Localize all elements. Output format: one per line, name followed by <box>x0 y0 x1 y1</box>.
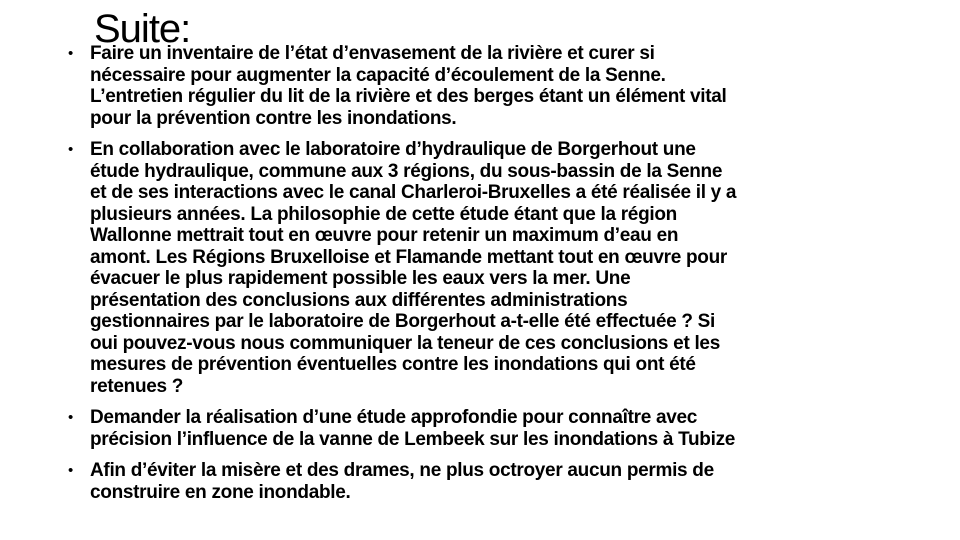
bullet-list <box>68 43 928 513</box>
bullet-marker: • <box>68 141 74 158</box>
bullet-text <box>90 407 735 450</box>
bullet-text <box>90 460 714 503</box>
bullet-text-line: amont. Les Régions Bruxelloise et Flamande mettant tout en œuvre pour <box>90 246 728 268</box>
bullet-text-line: pour la prévention contre les inondations. <box>90 107 457 129</box>
bullet-text-line: précision l’influence de la vanne de Lembeek sur les inondations à Tubize <box>90 428 736 450</box>
bullet-text-line: mesures de prévention éventuelles contre les inondations qui ont été <box>90 354 696 375</box>
bullet-item <box>68 460 928 503</box>
bullet-item <box>68 407 928 450</box>
bullet-text-line: Faire un inventaire de l’état d’envasement de la rivière et curer si <box>90 43 655 64</box>
bullet-text-line: Demander la réalisation d’une étude approfondie pour connaître avec <box>90 407 698 428</box>
bullet-text <box>90 43 727 129</box>
bullet-text-line: Afin d’éviter la misère et des drames, ne plus octroyer aucun permis de <box>90 460 714 481</box>
bullet-text-line: En collaboration avec le laboratoire d’hydraulique de Borgerhout une <box>90 139 696 160</box>
bullet-text-line: plusieurs années. La philosophie de cette étude étant que la région <box>90 203 677 225</box>
bullet-item <box>68 43 928 129</box>
bullet-marker: • <box>68 462 74 479</box>
bullet-marker: • <box>68 45 74 62</box>
bullet-text-line: évacuer le plus rapidement possible les eaux vers la mer. Une <box>90 268 631 289</box>
bullet-text-line: L’entretien régulier du lit de la rivière et des berges étant un élément vital <box>90 86 727 107</box>
slide-title: Suite: <box>94 7 191 51</box>
bullet-text-line: retenues ? <box>90 375 184 397</box>
bullet-text-line: Wallonne mettrait tout en œuvre pour retenir un maximum d’eau en <box>90 225 679 246</box>
bullet-text-line: et de ses interactions avec le canal Charleroi-Bruxelles a été réalisée il y a <box>90 182 737 203</box>
bullet-text-line: oui pouvez-vous nous communiquer la teneur de ces conclusions et les <box>90 332 720 354</box>
bullet-text <box>90 139 736 397</box>
bullet-text-line: nécessaire pour augmenter la capacité d’écoulement de la Senne. <box>90 64 666 86</box>
bullet-marker: • <box>68 409 74 426</box>
bullet-text-line: étude hydraulique, commune aux 3 régions, du sous-bassin de la Senne <box>90 160 723 182</box>
bullet-text-line: construire en zone inondable. <box>90 481 351 503</box>
bullet-text-line: présentation des conclusions aux différentes administrations <box>90 289 628 311</box>
bullet-text-line: gestionnaires par le laboratoire de Borgerhout a-t-elle été effectuée ? Si <box>90 311 716 332</box>
bullet-item <box>68 139 928 397</box>
